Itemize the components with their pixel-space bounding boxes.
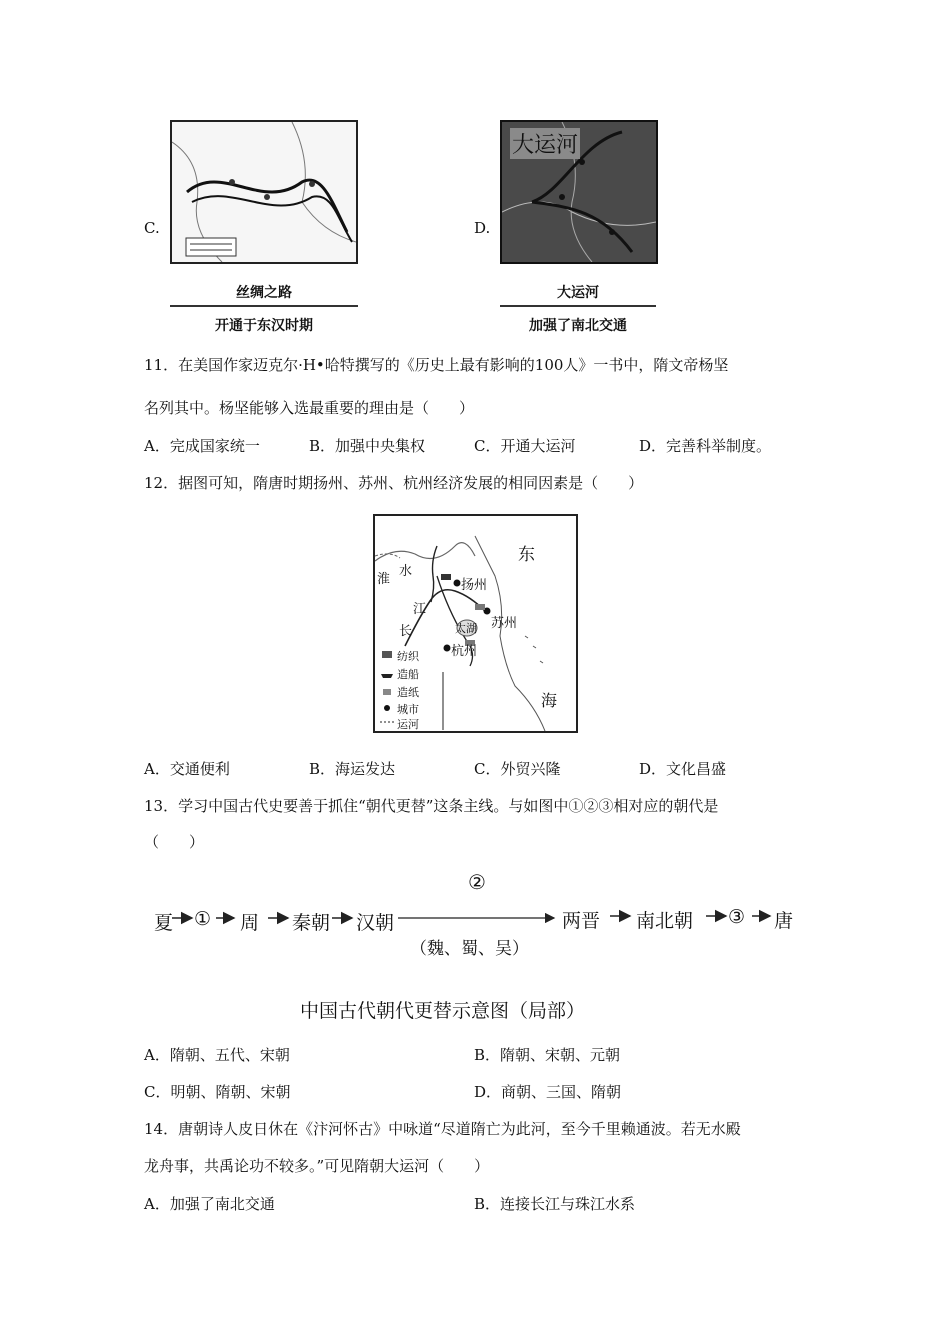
map-label-east: 东	[518, 545, 535, 565]
dynasty-diagram-title: 中国古代朝代更替示意图（局部）	[300, 1000, 586, 1022]
q14-option-a[interactable]: A．加强了南北交通	[144, 1195, 275, 1213]
map-label-huai: 淮	[377, 572, 391, 587]
dynasty-xia: 夏	[154, 912, 174, 934]
q13-option-c[interactable]: C．明朝、隋朝、宋朝	[144, 1083, 291, 1101]
legend-ship-label: 造船	[397, 668, 419, 681]
dynasty-circle-3: ③	[728, 906, 746, 928]
legend-city-label: 城市	[397, 703, 419, 716]
dynasty-circle-1: ①	[194, 908, 212, 930]
map-label-taihu: 太湖	[455, 622, 477, 635]
option-c-label: C.	[144, 219, 160, 237]
dynasty-diagram	[150, 868, 800, 1028]
dynasty-jin: 两晋	[562, 910, 601, 932]
grand-canal-top-rule	[500, 305, 656, 307]
jiangnan-map	[373, 514, 578, 733]
map-label-sea: 海	[541, 691, 558, 710]
map-label-hangzhou: 杭州	[451, 644, 478, 659]
q11-option-a[interactable]: A．完成国家统一	[144, 437, 260, 455]
legend-textile-swatch	[382, 651, 392, 658]
legend-canal-label: 运河	[397, 718, 419, 731]
legend-textile-label: 纺织	[397, 650, 419, 663]
legend-city-swatch	[384, 705, 390, 711]
q14-text-line2: 龙舟事，共禹论功不较多。”可见隋朝大运河（ ）	[144, 1157, 490, 1175]
legend-ship-swatch	[381, 674, 393, 678]
q11-option-b[interactable]: B．加强中央集权	[309, 437, 426, 455]
silk-road-caption: 开通于东汉时期	[215, 318, 313, 334]
map-label-yangzhou: 扬州	[461, 578, 488, 593]
grand-canal-inner-label: 大运河	[510, 128, 580, 159]
silk-road-title: 丝绸之路	[236, 285, 292, 301]
map-label-chang: 长	[399, 624, 413, 639]
grand-canal-caption: 加强了南北交通	[529, 318, 627, 334]
legend-paper-label: 造纸	[397, 686, 419, 699]
silk-road-top-rule	[170, 305, 358, 307]
silk-road-map	[170, 120, 358, 264]
q14-option-b[interactable]: B．连接长江与珠江水系	[474, 1195, 636, 1213]
option-d-label: D.	[474, 219, 491, 237]
dynasty-qin: 秦朝	[292, 912, 331, 934]
dynasty-three-kingdoms: （魏、蜀、吴）	[410, 939, 529, 959]
dynasty-tang: 唐	[774, 910, 794, 932]
q13-option-a[interactable]: A．隋朝、五代、宋朝	[144, 1046, 290, 1064]
q12-text: 12．据图可知，隋唐时期扬州、苏州、杭州经济发展的相同因素是（ ）	[144, 474, 644, 492]
q12-option-b[interactable]: B．海运发达	[309, 760, 396, 778]
silk-road-map-drawing	[172, 122, 356, 262]
q11-text-line2: 名列其中。杨坚能够入选最重要的理由是（ ）	[144, 399, 475, 417]
dynasty-han: 汉朝	[356, 912, 395, 934]
q12-option-a[interactable]: A．交通便利	[144, 760, 230, 778]
map-label-suzhou: 苏州	[491, 616, 518, 631]
q13-option-d[interactable]: D．商朝、三国、隋朝	[474, 1083, 622, 1101]
q14-text-line1: 14．唐朝诗人皮日休在《汴河怀古》中咏道“尽道隋亡为此河，至今千里赖通波。若无水殿	[144, 1120, 741, 1138]
legend-paper-swatch	[383, 689, 391, 695]
q13-text-line2: （ ）	[144, 833, 205, 851]
dynasty-nanbei: 南北朝	[636, 910, 694, 932]
q13-option-b[interactable]: B．隋朝、宋朝、元朝	[474, 1046, 621, 1064]
map-label-jiang: 江	[413, 602, 427, 617]
grand-canal-map	[500, 120, 658, 264]
q11-option-c[interactable]: C．开通大运河	[474, 437, 576, 455]
q11-option-d[interactable]: D．完善科举制度。	[639, 437, 772, 455]
dynasty-circle-2: ②	[468, 870, 486, 894]
q13-text-line1: 13．学习中国古代史要善于抓住“朝代更替”这条主线。与如图中①②③相对应的朝代是	[144, 797, 719, 815]
q11-text-line1: 11．在美国作家迈克尔·H•哈特撰写的《历史上最有影响的100人》一书中，隋文帝杨坚	[144, 356, 729, 374]
q12-option-d[interactable]: D．文化昌盛	[639, 760, 727, 778]
dynasty-zhou: 周	[240, 912, 260, 934]
map-label-shui: 水	[399, 564, 413, 579]
grand-canal-title: 大运河	[557, 285, 599, 301]
q12-option-c[interactable]: C．外贸兴隆	[474, 760, 561, 778]
